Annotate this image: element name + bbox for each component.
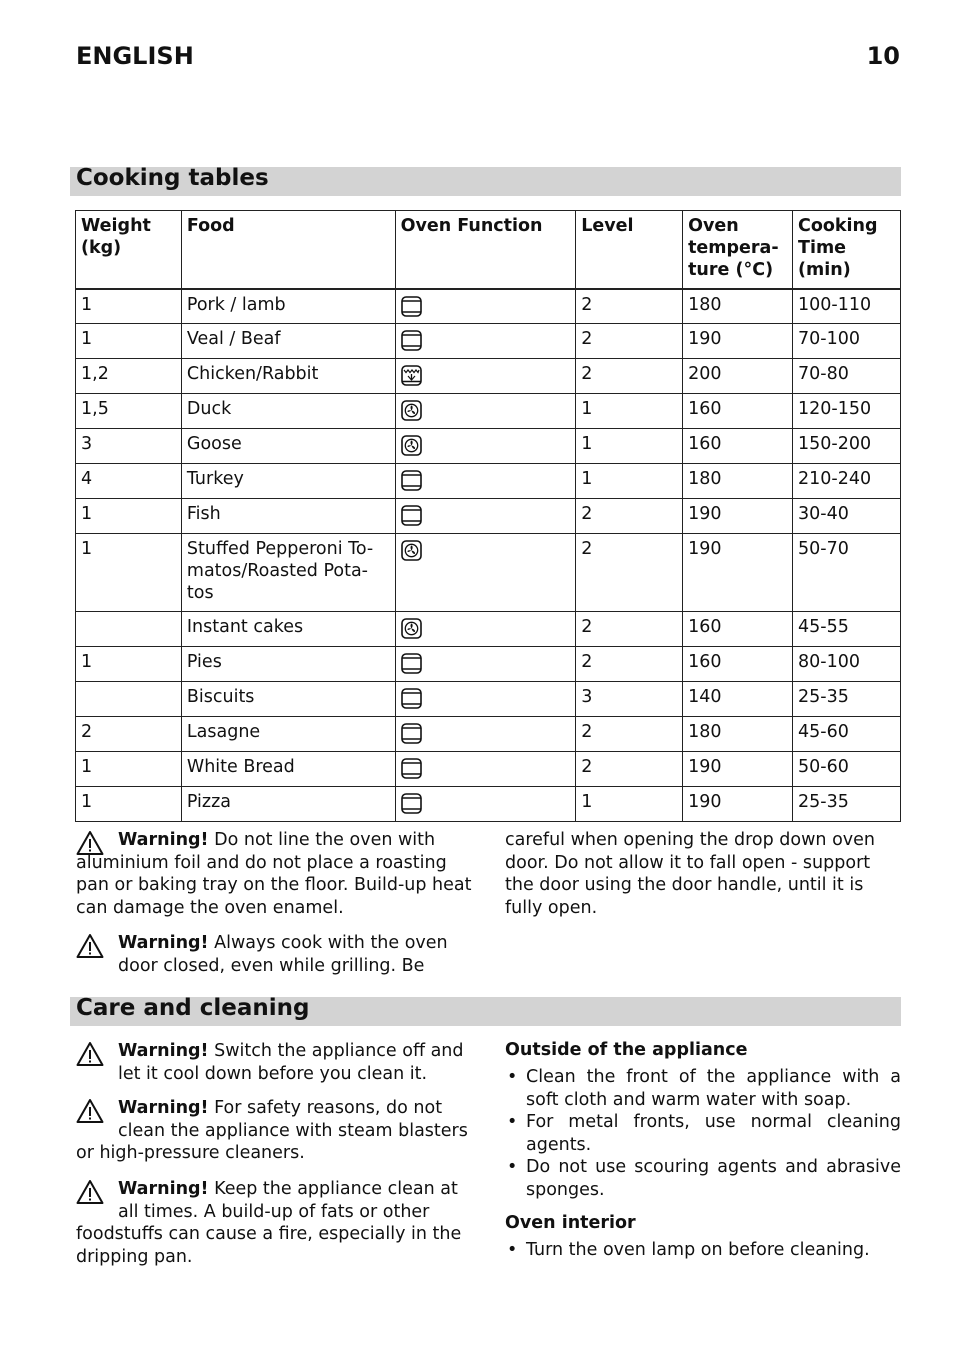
warning-text-rest: let it cool down before you clean it. [118,1063,428,1084]
food-cell: Biscuits [181,682,395,717]
warning-text-line1: Keep the appliance clean at [208,1179,458,1199]
warning-label: Warning! [118,1098,209,1118]
cooking-time-cell: 210-240 [793,464,901,499]
oven-interior-heading: Oven interior [505,1213,636,1233]
level-cell: 2 [576,534,683,612]
oven-function-cell [395,647,576,682]
care-warning-steam [76,1097,472,1165]
oven-function-cell [395,429,576,464]
list-item: • Do not use scouring agents and abrasive sponges. [505,1156,901,1201]
cooking-time-cell: 30-40 [793,499,901,534]
warning-label: Warning! [118,1041,209,1061]
temperature-cell: 180 [683,289,793,324]
food-cell: Fish [181,499,395,534]
weight-cell: 1 [76,647,182,682]
column-header-oven-function: Oven Function [395,211,576,289]
list-item: • Turn the oven lamp on before cleaning. [505,1239,901,1262]
outside-appliance-heading: Outside of the appliance [505,1040,748,1060]
table-row [76,534,901,612]
cooking-table [75,210,901,822]
temperature-cell: 190 [683,787,793,822]
food-cell: Pork / lamb [181,289,395,324]
warning-triangle-icon [76,1041,104,1067]
warning-label: Warning! [118,933,209,953]
conventional-oven-icon [401,505,422,526]
column-header-level: Level [576,211,683,289]
oven-function-cell [395,534,576,612]
food-cell: Instant cakes [181,612,395,647]
table-row [76,647,901,682]
level-cell: 2 [576,647,683,682]
level-cell: 1 [576,429,683,464]
cooking-tables-title: Cooking tables [76,165,269,191]
table-row [76,289,901,324]
cooking-time-cell: 70-100 [793,324,901,359]
oven-interior-list [505,1239,901,1262]
conventional-oven-icon [401,688,422,709]
cooking-time-cell: 45-60 [793,717,901,752]
conventional-oven-icon [401,296,422,317]
weight-cell [76,612,182,647]
warning-label: Warning! [118,830,209,850]
cooking-time-cell: 80-100 [793,647,901,682]
oven-function-cell [395,394,576,429]
food-cell: Pizza [181,787,395,822]
table-row [76,682,901,717]
temperature-cell: 160 [683,612,793,647]
table-row [76,499,901,534]
level-cell: 2 [576,289,683,324]
temperature-cell: 180 [683,717,793,752]
oven-function-cell [395,289,576,324]
temperature-cell: 160 [683,429,793,464]
cooking-warning-foil [76,829,472,919]
weight-cell: 4 [76,464,182,499]
warning-triangle-icon [76,1098,104,1124]
oven-function-cell [395,499,576,534]
list-item: • Clean the front of the appliance with a soft cloth and warm water with soap. [505,1066,901,1111]
level-cell: 1 [576,464,683,499]
table-row [76,787,901,822]
cooking-time-cell: 100-110 [793,289,901,324]
warning-triangle-icon [76,933,104,959]
table-row [76,429,901,464]
food-cell: Turkey [181,464,395,499]
level-cell: 3 [576,682,683,717]
level-cell: 2 [576,324,683,359]
temperature-cell: 190 [683,499,793,534]
cooking-time-cell: 45-55 [793,612,901,647]
column-header-cooking-time: Cooking Time (min) [793,211,901,289]
warning-text-rest: all times. A build-up of fats or other foodstuffs can cause a fire, especially in the dripping pan. [76,1201,462,1267]
level-cell: 2 [576,499,683,534]
weight-cell: 1 [76,752,182,787]
warning-text-rest: door closed, even while grilling. Be [118,955,425,976]
conventional-oven-icon [401,330,422,351]
warning-text-line1: Do not line the oven with [208,830,436,850]
language-header: ENGLISH [76,42,194,70]
cooking-time-cell: 50-70 [793,534,901,612]
food-cell: Pies [181,647,395,682]
cooking-time-cell: 25-35 [793,787,901,822]
temperature-cell: 190 [683,534,793,612]
warning-triangle-icon [76,830,104,856]
cooking-time-cell: 50-60 [793,752,901,787]
food-cell: White Bread [181,752,395,787]
care-cleaning-title: Care and cleaning [76,995,310,1021]
warning-text-rest: aluminium foil and do not place a roasting pan or baking tray on the floor. Build-up heat can damage the oven enamel. [76,852,472,918]
level-cell: 2 [576,752,683,787]
warning-triangle-icon [76,1179,104,1205]
conventional-oven-icon [401,470,422,491]
oven-function-cell [395,787,576,822]
temperature-cell: 200 [683,359,793,394]
table-row [76,324,901,359]
cooking-warning-door [76,932,472,977]
table-header-row [76,211,901,289]
food-cell: Stuffed Pepperoni To- matos/Roasted Pota- tos [181,534,395,612]
care-cleaning-heading-bar [70,997,901,1026]
warning-label: Warning! [118,1179,209,1199]
conventional-oven-icon [401,653,422,674]
warning-text-line1: Always cook with the oven [208,933,448,953]
warning-text-rest: clean the appliance with steam blasters or high-pressure cleaners. [76,1120,468,1164]
food-cell: Goose [181,429,395,464]
fan-oven-icon [401,618,422,639]
page-number: 10 [866,42,900,70]
grill-oven-icon [401,365,422,386]
warning-text-line1: For safety reasons, do not [208,1098,443,1118]
weight-cell: 3 [76,429,182,464]
cooking-tables-heading-bar [70,167,901,196]
fan-oven-icon [401,435,422,456]
weight-cell: 1 [76,534,182,612]
cooking-time-cell: 70-80 [793,359,901,394]
fan-oven-icon [401,400,422,421]
care-warning-fats [76,1178,472,1268]
level-cell: 2 [576,612,683,647]
cooking-time-cell: 150-200 [793,429,901,464]
weight-cell: 2 [76,717,182,752]
temperature-cell: 140 [683,682,793,717]
table-row [76,464,901,499]
food-cell: Lasagne [181,717,395,752]
level-cell: 2 [576,359,683,394]
care-warning-switch-off [76,1040,472,1085]
column-header-oven-temperature: Oven tempera- ture (°C) [683,211,793,289]
weight-cell: 1 [76,499,182,534]
outside-appliance-list [505,1066,901,1202]
weight-cell: 1 [76,787,182,822]
weight-cell: 1 [76,324,182,359]
oven-function-cell [395,717,576,752]
table-row [76,394,901,429]
cooking-time-cell: 25-35 [793,682,901,717]
oven-function-cell [395,682,576,717]
temperature-cell: 190 [683,752,793,787]
level-cell: 1 [576,394,683,429]
column-header-food: Food [181,211,395,289]
table-row [76,612,901,647]
oven-function-cell [395,464,576,499]
weight-cell: 1 [76,289,182,324]
column-header-weight: Weight (kg) [76,211,182,289]
food-cell: Chicken/Rabbit [181,359,395,394]
weight-cell: 1,5 [76,394,182,429]
table-row [76,717,901,752]
oven-function-cell [395,359,576,394]
weight-cell [76,682,182,717]
conventional-oven-icon [401,758,422,779]
oven-function-cell [395,612,576,647]
cooking-warning-door-continued: careful when opening the drop down oven door. Do not allow it to fall open - support the door using the door handle, until it is fully open. [505,830,876,918]
temperature-cell: 160 [683,647,793,682]
oven-function-cell [395,752,576,787]
conventional-oven-icon [401,723,422,744]
table-row [76,359,901,394]
temperature-cell: 190 [683,324,793,359]
list-item: • For metal fronts, use normal cleaning agents. [505,1111,901,1156]
temperature-cell: 160 [683,394,793,429]
table-row [76,752,901,787]
warning-text-line1: Switch the appliance off and [208,1041,464,1061]
weight-cell: 1,2 [76,359,182,394]
conventional-oven-icon [401,793,422,814]
level-cell: 2 [576,717,683,752]
food-cell: Veal / Beaf [181,324,395,359]
temperature-cell: 180 [683,464,793,499]
fan-oven-icon [401,540,422,561]
food-cell: Duck [181,394,395,429]
level-cell: 1 [576,787,683,822]
cooking-time-cell: 120-150 [793,394,901,429]
oven-function-cell [395,324,576,359]
